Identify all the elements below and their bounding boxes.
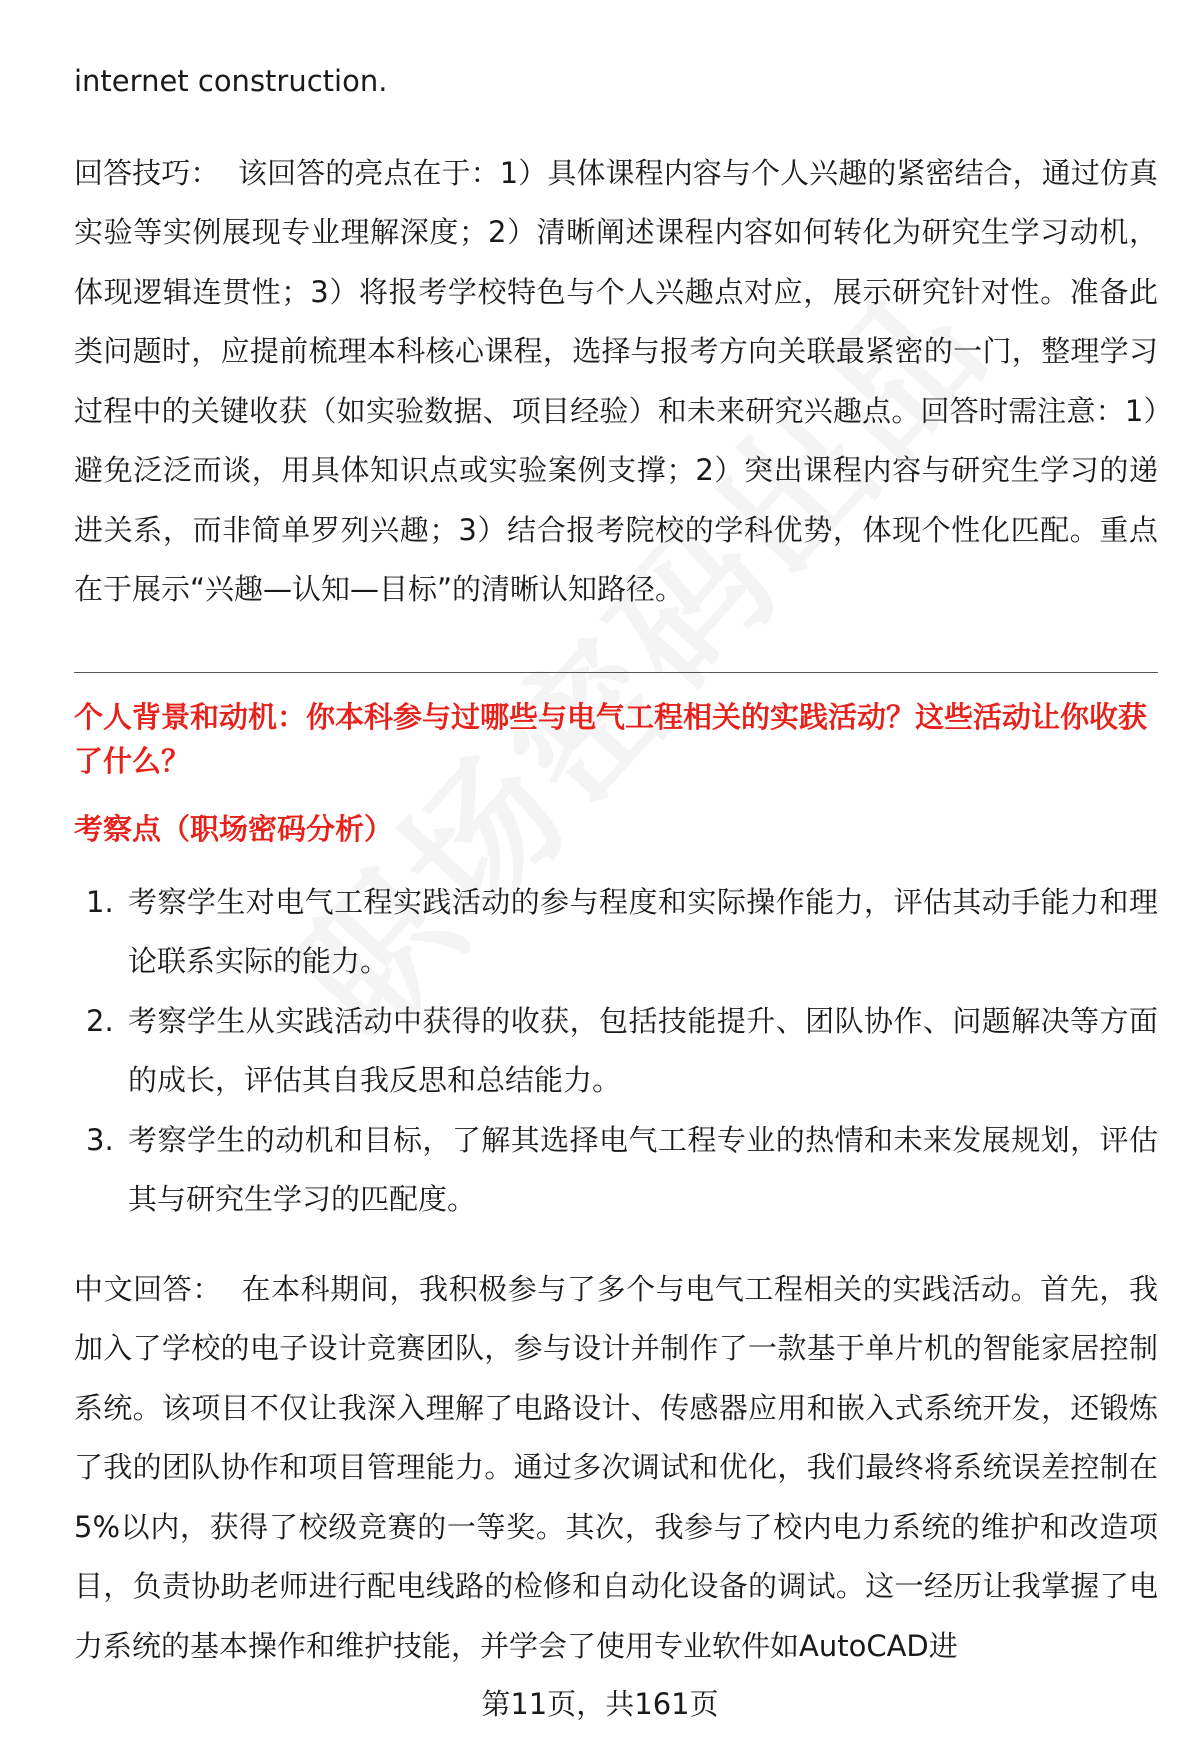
chinese-answer-label: 中文回答： xyxy=(74,1271,222,1306)
list-item-text: 考察学生的动机和目标，了解其选择电气工程专业的热情和未来发展规划，评估其与研究生学习的匹配度。 xyxy=(128,1122,1158,1216)
list-item xyxy=(74,873,1158,992)
answer-tips-text: 该回答的亮点在于：1）具体课程内容与个人兴趣的紧密结合，通过仿真实验等实例展现专业理解深度；2）清晰阐述课程内容如何转化为研究生学习动机，体现逻辑连贯性；3）将报考学校特色与个人兴趣点对应，展示研究针对性。准备此类问题时，应提前梳理本科核心课程，选择与报考方向关联最紧密的一门，整理学习过程中的关键收获（如实验数据、项目经验）和未来研究兴趣点。回答时需注意：1）避免泛泛而谈，用具体知识点或实验案例支撑；2）突出课程内容与研究生学习的递进关系，而非简单罗列兴趣；3）结合报考院校的学科优势，体现个性化匹配。重点在于展示“兴趣—认知—目标”的清晰认知路径。 xyxy=(74,155,1159,606)
list-item-text: 考察学生从实践活动中获得的收获，包括技能提升、团队协作、问题解决等方面的成长，评估其自我反思和总结能力。 xyxy=(128,1003,1158,1097)
list-item xyxy=(74,1111,1158,1230)
assessment-points-heading: 考察点（职场密码分析） xyxy=(74,811,394,846)
assessment-points-list xyxy=(74,873,1158,1230)
question-heading: 个人背景和动机：你本科参与过哪些与电气工程相关的实践活动？这些活动让你收获了什么？ xyxy=(74,699,1148,778)
list-item-text: 考察学生对电气工程实践活动的参与程度和实际操作能力，评估其动手能力和理论联系实际的能力。 xyxy=(128,884,1158,978)
section-divider xyxy=(74,672,1158,673)
list-item-number: 1. xyxy=(86,884,114,919)
chinese-answer-paragraph xyxy=(74,1260,1158,1677)
page-number-footer: 第11页，共161页 xyxy=(481,1687,719,1721)
continued-text: internet construction. xyxy=(74,64,388,98)
answer-tips-label: 回答技巧： xyxy=(74,155,220,190)
list-item-number: 2. xyxy=(86,1003,114,1038)
page-content xyxy=(74,52,1158,1676)
list-item-number: 3. xyxy=(86,1122,114,1157)
answer-tips-paragraph xyxy=(74,144,1158,620)
list-item xyxy=(74,992,1158,1111)
chinese-answer-text: 在本科期间，我积极参与了多个与电气工程相关的实践活动。首先，我加入了学校的电子设计竞赛团队，参与设计并制作了一款基于单片机的智能家居控制系统。该项目不仅让我深入理解了电路设计、传感器应用和嵌入式系统开发，还锻炼了我的团队协作和项目管理能力。通过多次调试和优化，我们最终将系统误差控制在5%以内，获得了校级竞赛的一等奖。其次，我参与了校内电力系统的维护和改造项目，负责协助老师进行配电线路的检修和自动化设备的调试。这一经历让我掌握了电力系统的基本操作和维护技能，并学会了使用专业软件如AutoCAD进 xyxy=(74,1271,1158,1663)
